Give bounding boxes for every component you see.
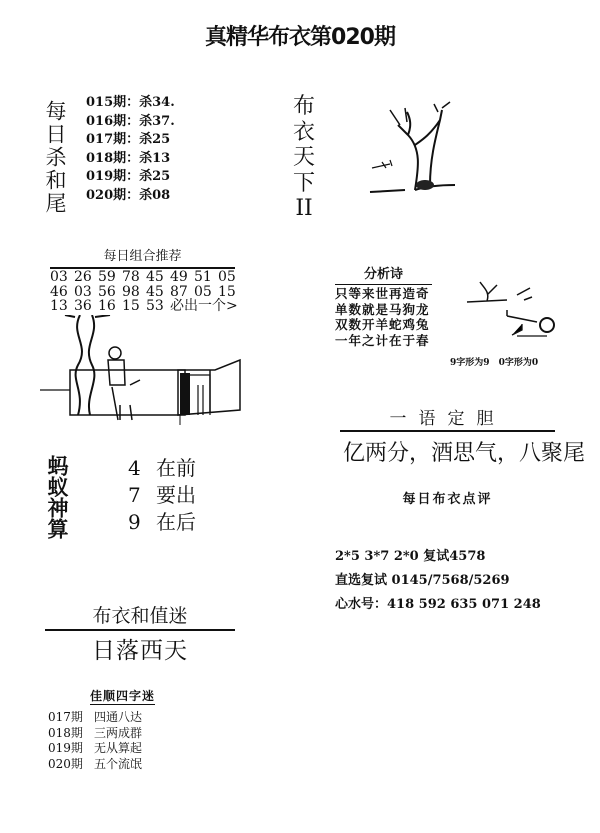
combo-number: 49 (170, 269, 188, 285)
ant-text: 要出 (156, 483, 196, 507)
ant-number: 7 (128, 483, 141, 507)
combo-number: 03 (74, 283, 92, 300)
issue-label: 020期 (48, 756, 83, 771)
combo-number: 26 (74, 269, 92, 285)
tree-illustration (360, 100, 470, 200)
poem-line: 双数开羊蛇鸡兔 (335, 317, 430, 332)
combo-note: 必出一个> (170, 298, 238, 314)
side-title-char: II (295, 196, 313, 221)
pick-line: 心水号：418 592 635 071 248 (335, 597, 541, 612)
list-item (128, 482, 196, 509)
side-title-char: 天 (293, 145, 316, 170)
ant-number: 4 (128, 456, 141, 480)
combo-number: 15 (122, 298, 140, 314)
poem-lines (335, 286, 430, 348)
ant-label (45, 455, 68, 539)
poem-line: 一年之计在于春 (335, 332, 430, 348)
combo-numbers (50, 270, 242, 314)
riddle-text: 五个流氓 (94, 756, 143, 771)
combo-number: 78 (122, 269, 140, 285)
four-char-header: 佳顺四字迷 (90, 689, 156, 703)
combo-number: 46 (50, 283, 68, 300)
list-item (48, 757, 142, 773)
yiyu-header: 一语定胆 (340, 408, 555, 432)
combo-number: 05 (218, 269, 236, 285)
list-item: 018期：杀13 (86, 150, 171, 166)
list-item: 019期：杀25 (86, 169, 171, 184)
combo-number: 51 (194, 269, 212, 285)
list-item (128, 509, 196, 536)
side-title-char: 衣 (293, 119, 316, 145)
combo-number: 45 (146, 283, 164, 300)
side-title (293, 94, 315, 222)
landscape-illustration (462, 280, 562, 340)
list-item: 016期：杀37. (86, 113, 175, 129)
combo-number: 59 (98, 269, 116, 285)
list-item (48, 726, 142, 742)
review-header: 每日布衣点评 (402, 492, 493, 507)
ant-text: 在前 (156, 456, 196, 480)
combo-number: 15 (218, 283, 236, 300)
combo-number: 03 (50, 269, 68, 285)
combo-number: 13 (50, 298, 68, 314)
list-item (48, 741, 142, 757)
combo-number: 16 (98, 298, 116, 314)
daily-kill-label (43, 100, 67, 215)
side-title-char: 布 (293, 94, 316, 119)
list-item (128, 455, 196, 482)
list-item (48, 710, 142, 726)
yiyu-text: 亿两分，酒思气，八聚尾 (343, 441, 586, 466)
side-title-char: 下 (293, 170, 316, 196)
riddle-text: 四通八达 (94, 710, 143, 724)
combo-header: 每日组合推荐 (50, 247, 235, 269)
farm-illustration (40, 315, 245, 430)
page-title: 真精华布衣第020期 (205, 25, 395, 50)
shape-note: 9字形为9 0字形为0 (450, 358, 539, 368)
hezhi-header: 布衣和值迷 (45, 603, 235, 631)
combo-row (50, 299, 242, 314)
riddle-text: 三两成群 (94, 725, 143, 740)
combo-number: 36 (74, 298, 92, 314)
hezhi-answer: 日落西天 (92, 638, 188, 664)
poem-line: 只等来世再造奇 (335, 286, 430, 301)
poem-line: 单数就是马狗龙 (335, 301, 430, 317)
combo-number: 87 (170, 283, 188, 300)
ant-label-text: 蚂蚁神算 (45, 455, 69, 539)
list-item: 017期：杀25 (86, 132, 171, 147)
list-item: 020期：杀08 (86, 187, 171, 203)
combo-number: 53 (146, 298, 164, 314)
daily-kill-list (86, 94, 175, 205)
list-item: 015期：杀34. (86, 95, 175, 110)
ant-number: 9 (128, 510, 141, 534)
daily-kill-label-text: 每日杀和尾 (43, 100, 67, 215)
combo-row (50, 285, 242, 300)
ant-list (128, 455, 196, 536)
pick-line: 2*5 3*7 2*0 复试4578 (335, 549, 486, 564)
issue-label: 017期 (48, 710, 83, 724)
poem-header: 分析诗 (335, 266, 432, 285)
review-picks (335, 545, 541, 617)
combo-number: 98 (122, 283, 140, 300)
four-char-list (48, 710, 142, 772)
issue-label: 019期 (48, 741, 83, 755)
combo-number: 05 (194, 283, 212, 300)
ant-text: 在后 (156, 510, 196, 534)
issue-label: 018期 (48, 725, 83, 740)
pick-line: 直选复试 0145/7568/5269 (335, 573, 510, 588)
combo-number: 56 (98, 283, 116, 300)
combo-number: 45 (146, 269, 164, 285)
combo-row (50, 270, 242, 285)
riddle-text: 无从算起 (94, 741, 143, 755)
